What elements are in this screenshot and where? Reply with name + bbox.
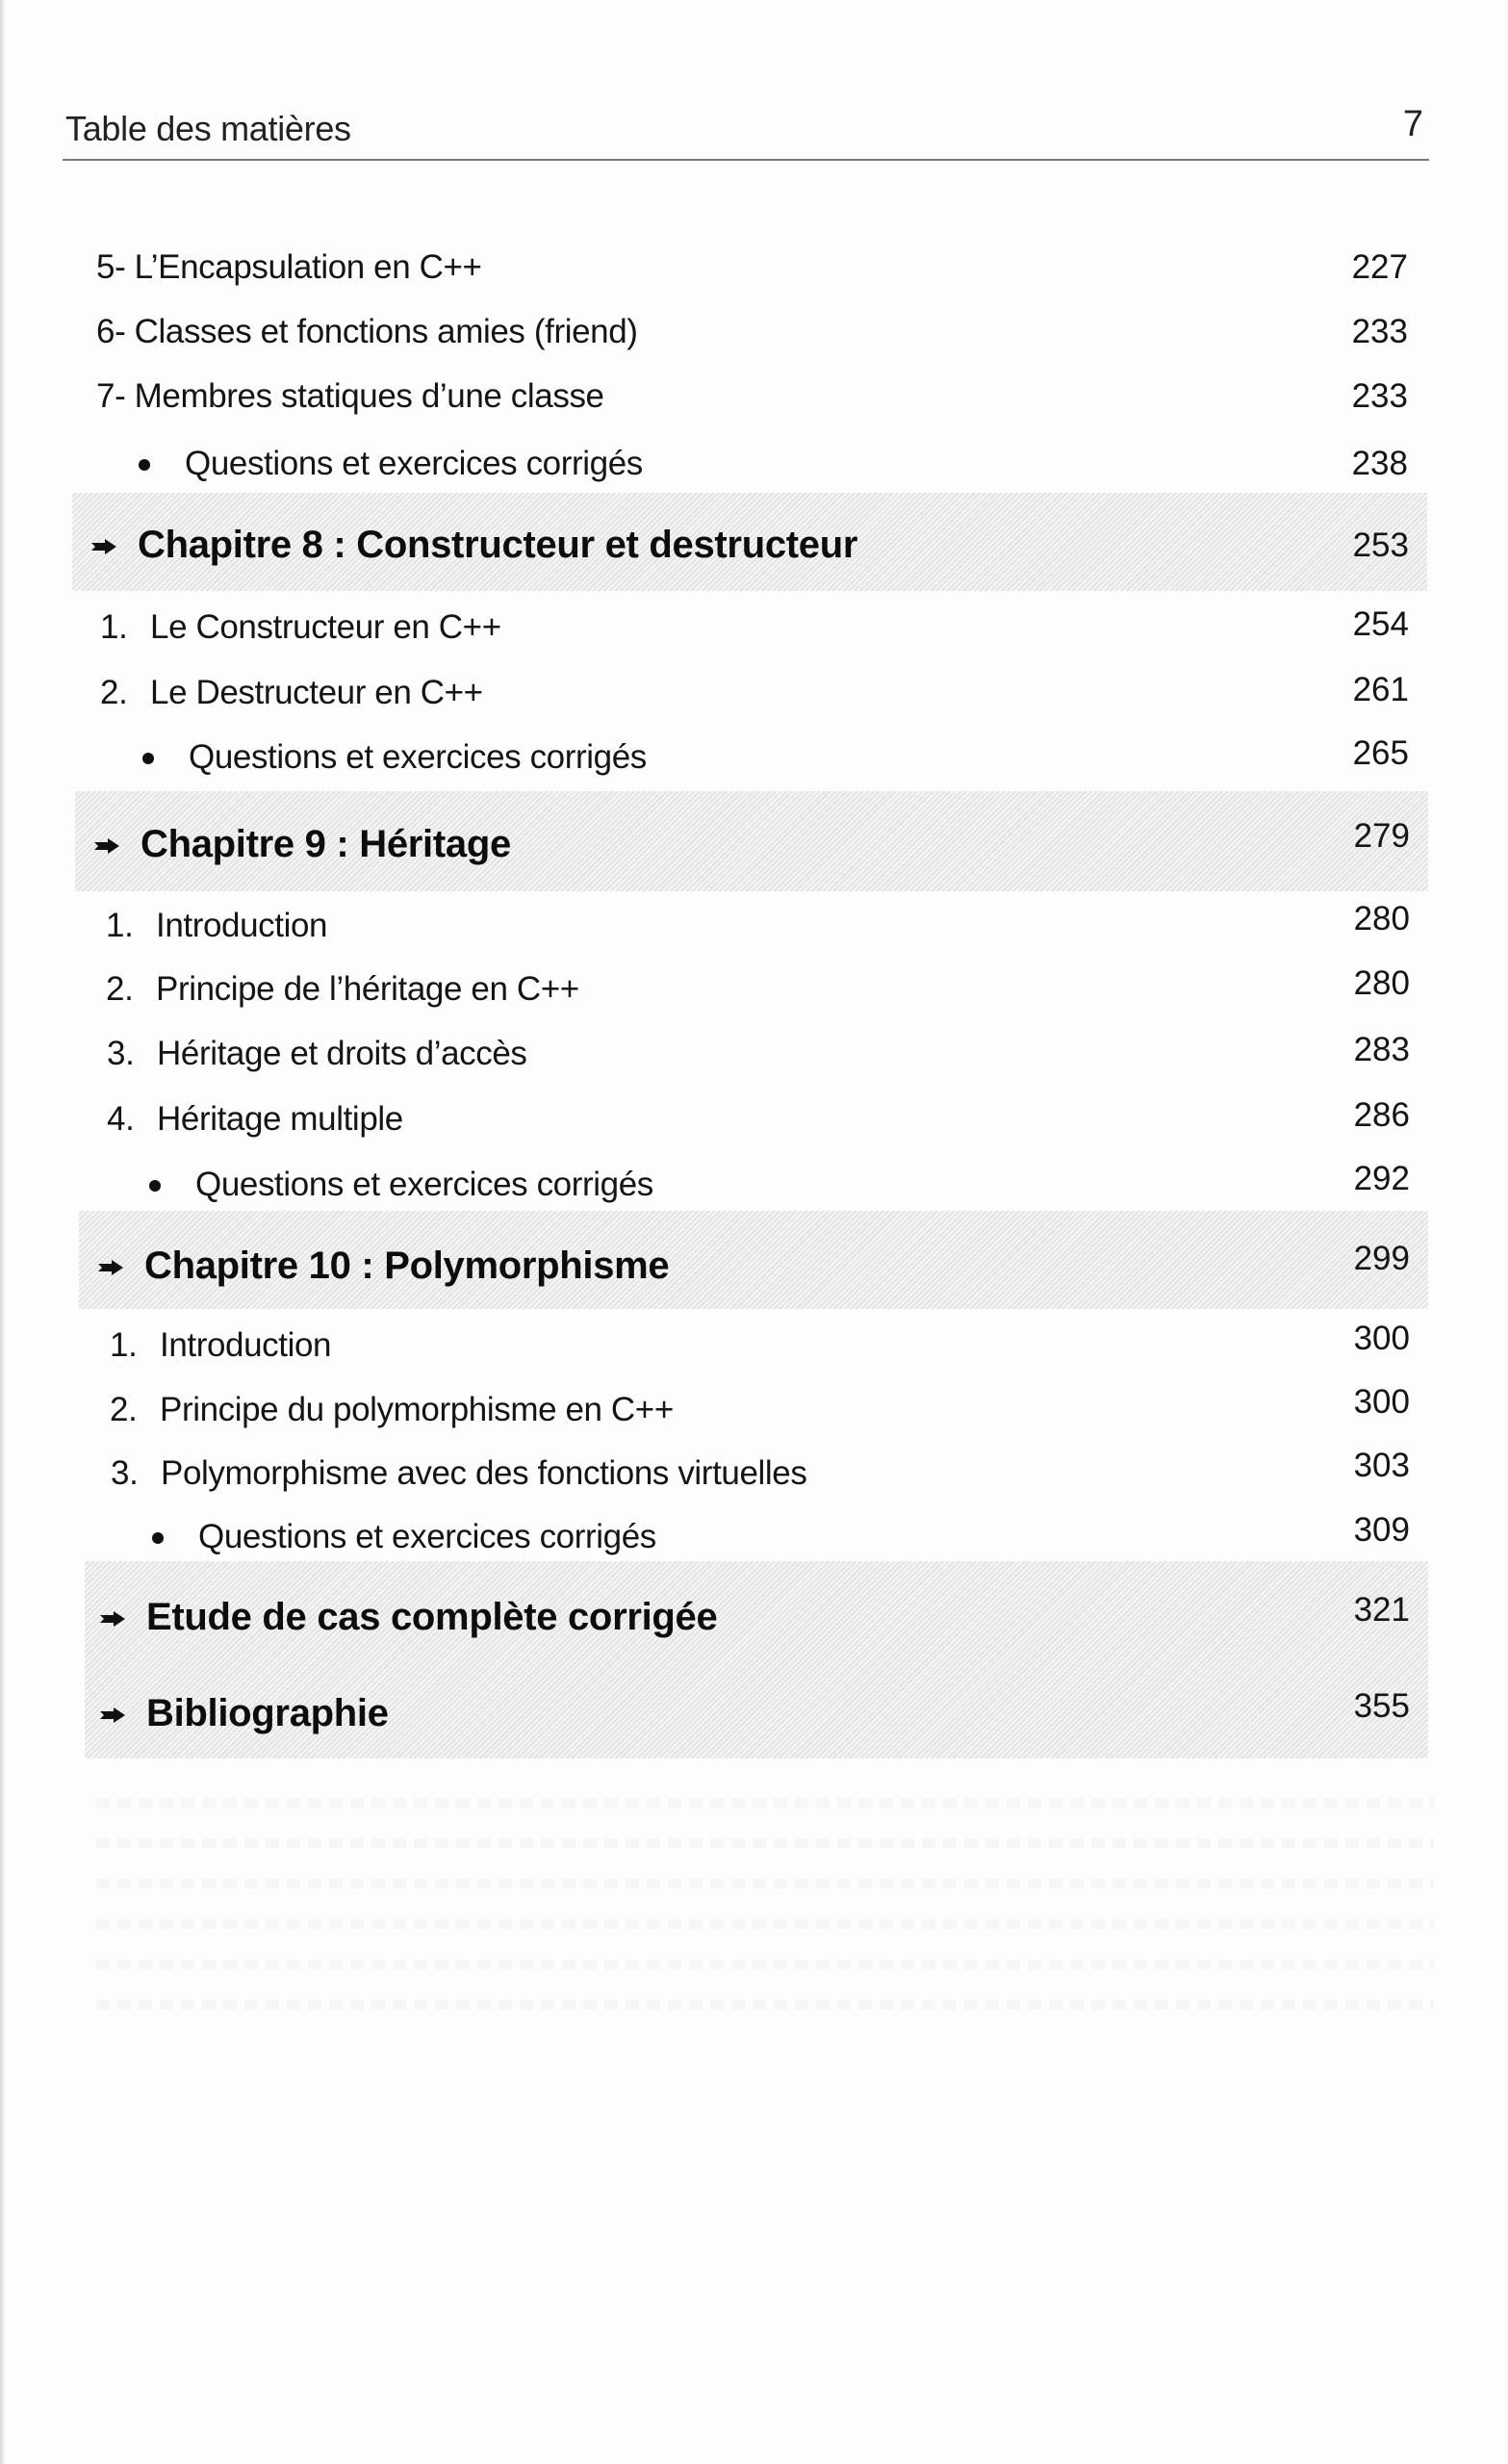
case-study-page: 321 xyxy=(1353,1591,1410,1629)
toc-entry-page: 286 xyxy=(1353,1096,1410,1134)
toc-entry[interactable] xyxy=(96,372,604,421)
toc-entry-exercises[interactable] xyxy=(149,1161,653,1209)
chapter-page: 279 xyxy=(1353,817,1410,855)
toc-entry[interactable] xyxy=(96,244,482,292)
toc-entry-page: 309 xyxy=(1353,1511,1410,1549)
arrow-right-icon xyxy=(98,1260,123,1275)
chapter-title: Chapitre 9 : Héritage xyxy=(141,822,511,865)
bullet-icon xyxy=(149,1180,161,1192)
bibliography-title: Bibliographie xyxy=(146,1691,389,1734)
toc-entry-label: 5- L’Encapsulation en C++ xyxy=(96,248,482,286)
toc-entry-page: 300 xyxy=(1353,1320,1410,1357)
running-title: Table des matières xyxy=(65,109,351,148)
toc-entry-page: 280 xyxy=(1353,964,1410,1002)
toc-entry[interactable] xyxy=(107,1095,403,1143)
arrow-right-icon xyxy=(94,838,119,854)
toc-entry-label: Héritage et droits d’accès xyxy=(157,1035,527,1072)
arrow-right-icon xyxy=(100,1611,125,1627)
toc-entry-number: 1. xyxy=(110,1326,138,1364)
toc-entry-page: 238 xyxy=(1351,445,1408,482)
toc-entry-page: 292 xyxy=(1353,1160,1410,1197)
toc-entry[interactable] xyxy=(106,902,327,950)
toc-entry-page: 280 xyxy=(1353,900,1410,937)
toc-entry-exercises[interactable] xyxy=(139,440,643,488)
bibliography-page: 355 xyxy=(1353,1687,1410,1725)
show-through-texture xyxy=(96,1960,1434,1969)
toc-entry-label: Le Destructeur en C++ xyxy=(150,674,483,711)
case-study-heading[interactable] xyxy=(100,1593,717,1641)
chapter-heading-10[interactable] xyxy=(98,1242,669,1290)
toc-entry-label: Questions et exercices corrigés xyxy=(195,1166,653,1203)
show-through-texture xyxy=(96,1798,1434,1808)
toc-entry-number: 3. xyxy=(111,1454,139,1492)
toc-entry-page: 303 xyxy=(1353,1447,1410,1484)
toc-entry-label: 6- Classes et fonctions amies (friend) xyxy=(96,313,638,350)
toc-entry-exercises[interactable] xyxy=(142,733,647,782)
toc-entry[interactable] xyxy=(107,1030,527,1078)
show-through-texture xyxy=(96,1919,1434,1929)
arrow-right-icon xyxy=(100,1707,125,1723)
show-through-texture xyxy=(96,1879,1434,1888)
toc-entry-number: 3. xyxy=(107,1035,135,1072)
toc-entry-label: Introduction xyxy=(160,1326,332,1364)
bullet-icon xyxy=(152,1532,164,1544)
page-edge-shadow xyxy=(0,0,6,2464)
toc-entry[interactable] xyxy=(110,1386,674,1434)
toc-entry-label: Questions et exercices corrigés xyxy=(185,445,643,482)
chapter-title: Chapitre 10 : Polymorphisme xyxy=(144,1244,670,1287)
toc-entry-page: 233 xyxy=(1351,313,1408,350)
toc-entry[interactable] xyxy=(110,1322,331,1370)
toc-entry-label: Principe de l’héritage en C++ xyxy=(156,970,579,1008)
toc-entry-label: 7- Membres statiques d’une classe xyxy=(96,377,604,415)
chapter-heading-8[interactable] xyxy=(91,521,857,569)
toc-entry-exercises[interactable] xyxy=(152,1513,656,1561)
toc-entry-label: Questions et exercices corrigés xyxy=(198,1518,656,1555)
toc-entry-page: 261 xyxy=(1352,671,1409,708)
toc-entry-page: 300 xyxy=(1353,1383,1410,1421)
bibliography-heading[interactable] xyxy=(100,1689,389,1737)
header-rule xyxy=(63,159,1429,161)
toc-entry[interactable] xyxy=(106,965,579,1014)
toc-entry-page: 283 xyxy=(1353,1031,1410,1068)
chapter-page: 253 xyxy=(1352,526,1409,564)
toc-entry-page: 227 xyxy=(1351,248,1408,286)
toc-entry-label: Héritage multiple xyxy=(157,1100,403,1138)
toc-entry-page: 265 xyxy=(1352,734,1409,772)
toc-entry-label: Le Constructeur en C++ xyxy=(150,608,501,646)
page-number: 7 xyxy=(1402,104,1423,144)
toc-entry-number: 2. xyxy=(106,970,134,1008)
case-study-title: Etude de cas complète corrigée xyxy=(146,1595,718,1638)
toc-entry-label: Questions et exercices corrigés xyxy=(189,738,647,776)
show-through-texture xyxy=(96,2000,1434,2010)
bullet-icon xyxy=(139,459,150,471)
toc-entry-label: Introduction xyxy=(156,907,328,944)
toc-entry-label: Principe du polymorphisme en C++ xyxy=(160,1391,674,1428)
chapter-page: 299 xyxy=(1353,1240,1410,1277)
arrow-right-icon xyxy=(91,539,116,554)
toc-entry-number: 2. xyxy=(100,674,128,711)
toc-entry[interactable] xyxy=(100,669,483,717)
toc-entry[interactable] xyxy=(100,603,501,652)
toc-entry[interactable] xyxy=(96,308,638,356)
toc-entry-number: 1. xyxy=(100,608,128,646)
toc-entry-number: 1. xyxy=(106,907,134,944)
toc-entry-number: 4. xyxy=(107,1100,135,1138)
toc-entry-page: 233 xyxy=(1351,377,1408,415)
toc-entry-label: Polymorphisme avec des fonctions virtuelles xyxy=(161,1454,807,1492)
toc-entry[interactable] xyxy=(111,1450,806,1498)
toc-entry-page: 254 xyxy=(1352,605,1409,643)
chapter-heading-9[interactable] xyxy=(94,820,511,868)
show-through-texture xyxy=(96,1838,1434,1848)
chapter-title: Chapitre 8 : Constructeur et destructeur xyxy=(138,523,858,566)
bullet-icon xyxy=(142,753,154,764)
toc-entry-number: 2. xyxy=(110,1391,138,1428)
